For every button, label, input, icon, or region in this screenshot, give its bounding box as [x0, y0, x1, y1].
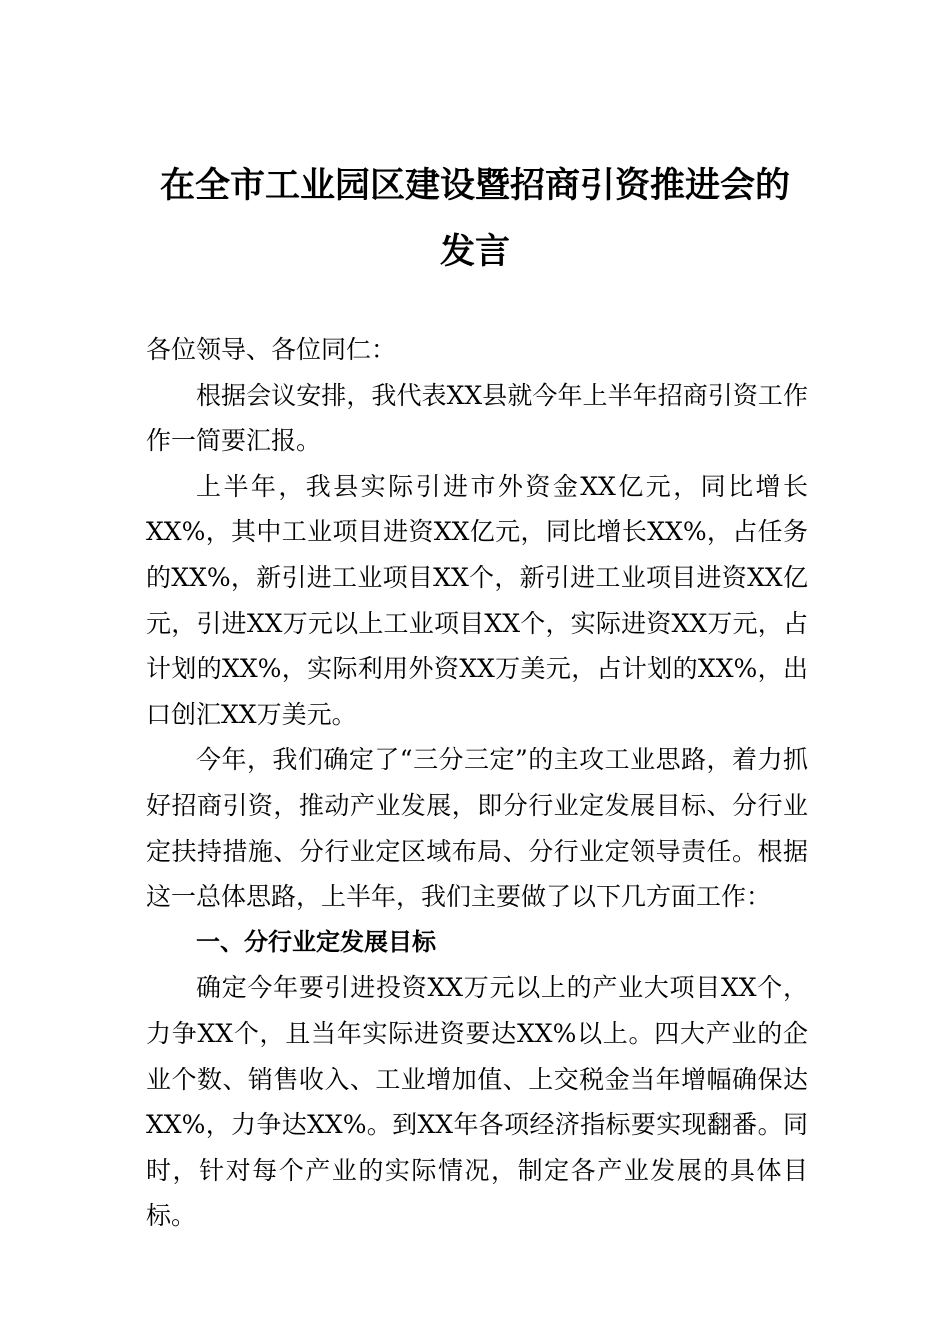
document-body	[146, 327, 808, 1239]
paragraph-intro: 根据会议安排，我代表XX县就今年上半年招商引资工作作一简要汇报。	[146, 380, 808, 456]
paragraph-results: 上半年，我县实际引进市外资金XX亿元，同比增长XX%，其中工业项目进资XX亿元，同比增长XX%，占任务的XX%，新引进工业项目XX个，新引进工业项目进资XX亿元，引进XX万元以上工业项目XX个，实际进资XX万元，占计划的XX%，实际利用外资XX万美元，占计划的XX%，出口创汇XX万美元。	[146, 471, 808, 729]
paragraph-strategy: 今年，我们确定了“三分三定”的主攻工业思路，着力抓好招商引资，推动产业发展，即分行业定发展目标、分行业定扶持措施、分行业定区域布局、分行业定领导责任。根据这一总体思路，上半年，我们主要做了以下几方面工作：	[146, 745, 808, 912]
document-title-line-2: 发言	[439, 231, 510, 272]
paragraph-section-1: 确定今年要引进投资XX万元以上的产业大项目XX个，力争XX个，且当年实际进资要达XX%以上。四大产业的企业个数、销售收入、工业增加值、上交税金当年增幅确保达XX%，力争达XX%。到XX年各项经济指标要实现翻番。同时，针对每个产业的实际情况，制定各产业发展的具体目标。	[146, 973, 808, 1231]
salutation: 各位领导、各位同仁：	[146, 335, 397, 364]
document-title-line-1: 在全市工业园区建设暨招商引资推进会的	[159, 165, 790, 206]
section-heading-1: 一、分行业定发展目标	[196, 927, 436, 956]
